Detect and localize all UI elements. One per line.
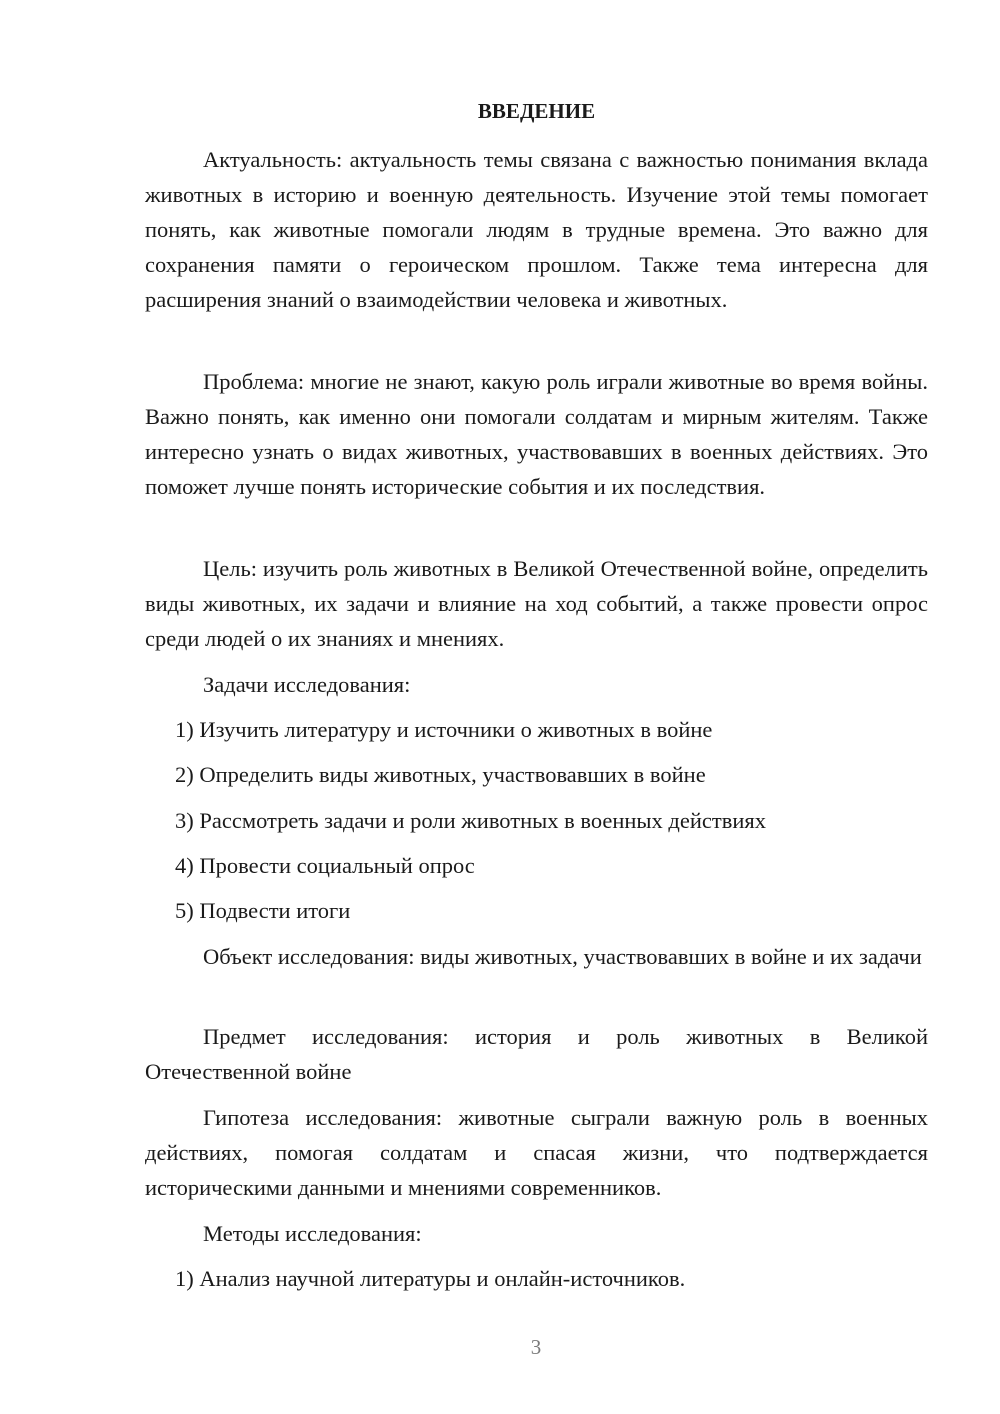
problem-paragraph: Проблема: многие не знают, какую роль играли животные во время войны. Важно понять, как именно они помогали солдатам и мирным жителям. Также интересно узнать о видах животных, участвовавших в военных действиях. Это поможет лучше понять исторические события и их последствия.	[145, 369, 928, 499]
task-item-1: 1) Изучить литературу и источники о животных в войне	[175, 717, 713, 742]
task-item-5: 5) Подвести итоги	[175, 898, 351, 923]
subject-paragraph: Предмет исследования: история и роль животных в Великой Отечественной войне	[145, 1024, 928, 1084]
task-item-3: 3) Рассмотреть задачи и роли животных в военных действиях	[175, 808, 766, 833]
object-paragraph: Объект исследования: виды животных, участвовавших в войне и их задачи	[203, 944, 922, 969]
hypothesis-paragraph: Гипотеза исследования: животные сыграли важную роль в военных действиях, помогая солдатам и спасая жизни, что подтверждается историческими данными и мнениями современников.	[145, 1105, 928, 1200]
task-item-4: 4) Провести социальный опрос	[175, 853, 475, 878]
task-item-2: 2) Определить виды животных, участвовавших в войне	[175, 762, 706, 787]
goal-paragraph: Цель: изучить роль животных в Великой Отечественной войне, определить виды животных, их задачи и влияние на ход событий, а также провести опрос среди людей о их знаниях и мнениях.	[145, 556, 928, 651]
page-number: 3	[530, 1335, 542, 1359]
page-title: ВВЕДЕНИЕ	[477, 99, 596, 123]
method-item-1: 1) Анализ научной литературы и онлайн-источников.	[175, 1266, 686, 1291]
methods-heading: Методы исследования:	[203, 1221, 422, 1246]
relevance-paragraph: Актуальность: актуальность темы связана с важностью понимания вклада животных в историю и военную деятельность. Изучение этой темы помогает понять, как животные помогали людям в трудные времена. Это важно для сохранения памяти о героическом прошлом. Также тема интересна для расширения знаний о взаимодействии человека и животных.	[145, 147, 928, 312]
tasks-heading: Задачи исследования:	[203, 672, 411, 697]
